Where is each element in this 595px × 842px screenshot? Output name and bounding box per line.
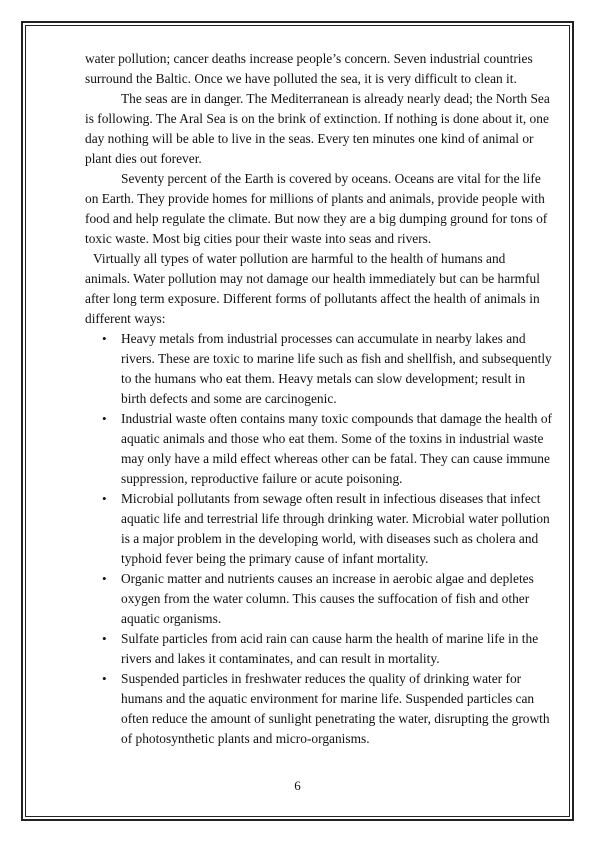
list-item (85, 669, 553, 749)
list-item-text: Suspended particles in freshwater reduces the quality of drinking water for humans and the aquatic environment for marine life. Suspended particles can often reduce the amount of sunlight penetrating the water, disrupting the growth of photosynthetic plants and micro-organisms. (121, 671, 550, 746)
bullet-icon: • (102, 671, 107, 686)
list-item (85, 329, 553, 409)
list-item (85, 569, 553, 629)
list-item-text: Heavy metals from industrial processes can accumulate in nearby lakes and rivers. These are toxic to marine life such as fish and shellfish, and subsequently to the humans who eat them. Heavy metals can slow development; result in birth defects and some are carcinogenic. (121, 331, 552, 406)
list-item (85, 409, 553, 489)
paragraph-health-effects: Virtually all types of water pollution are harmful to the health of humans and animals. Water pollution may not damage our health immediately but can be harmful after long term exposure. Different forms of pollutants affect the health of animals in different ways: (85, 251, 540, 326)
bullet-icon: • (102, 631, 107, 646)
paragraph-seas-in-danger: The seas are in danger. The Mediterranean is already nearly dead; the North Sea is following. The Aral Sea is on the brink of extinction. If nothing is done about it, one day nothing will be able to live in the seas. Every ten minutes one kind of animal or plant dies out forever. (85, 91, 550, 166)
paragraph-continuation: water pollution; cancer deaths increase people’s concern. Seven industrial countries surround the Baltic. Once we have polluted the sea, it is very difficult to clean it. (85, 51, 533, 86)
bullet-icon: • (102, 491, 107, 506)
page-content (85, 49, 553, 749)
list-item-text: Sulfate particles from acid rain can cause harm the health of marine life in the rivers and lakes it contaminates, and can result in mortality. (121, 631, 539, 666)
list-item (85, 629, 553, 669)
list-item-text: Organic matter and nutrients causes an increase in aerobic algae and depletes oxygen from the water column. This causes the suffocation of fish and other aquatic organisms. (121, 571, 534, 626)
list-item (85, 489, 553, 569)
pollutant-effects-list (85, 329, 553, 749)
bullet-icon: • (102, 411, 107, 426)
list-item-text: Industrial waste often contains many toxic compounds that damage the health of aquatic animals and those who eat them. Some of the toxins in industrial waste may only have a mild effect whereas other can be fatal. They can cause immune suppression, reproductive failure or acute poisoning. (121, 411, 552, 486)
bullet-icon: • (102, 571, 107, 586)
page-number: 6 (294, 778, 301, 793)
list-item-text: Microbial pollutants from sewage often result in infectious diseases that infect aquatic life and terrestrial life through drinking water. Microbial water pollution is a major problem in the developing world, with diseases such as cholera and typhoid fever being the primary cause of infant mortality. (121, 491, 550, 566)
paragraph-oceans: Seventy percent of the Earth is covered by oceans. Oceans are vital for the life on Earth. They provide homes for millions of plants and animals, provide people with food and help regulate the climate. But now they are a big dumping ground for tons of toxic waste. Most big cities pour their waste into seas and rivers. (85, 171, 548, 246)
bullet-icon: • (102, 331, 107, 346)
